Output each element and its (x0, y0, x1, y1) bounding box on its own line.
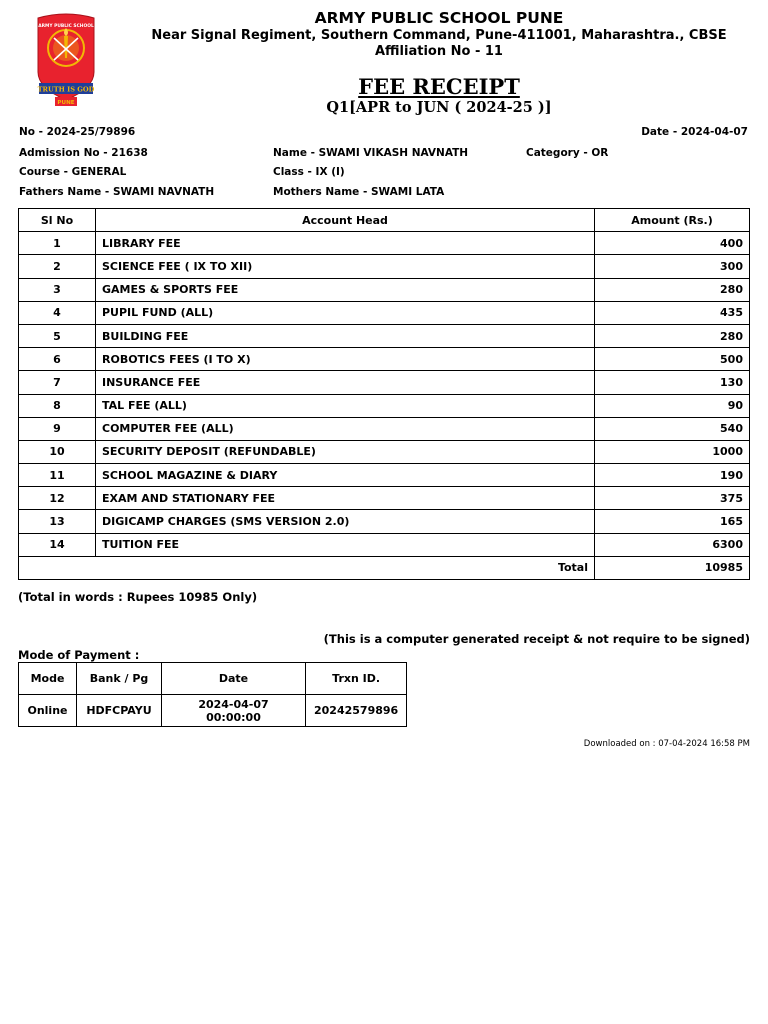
logo-top-text: ARMY PUBLIC SCHOOL (38, 24, 94, 29)
total-amount: 10985 (595, 556, 750, 579)
payment-mode: Online (19, 695, 77, 727)
school-name: ARMY PUBLIC SCHOOL PUNE (314, 9, 564, 27)
table-row (19, 533, 750, 556)
receipt-date: Date - 2024-04-07 (641, 126, 748, 138)
table-row (19, 695, 407, 727)
fee-sl: 5 (19, 324, 96, 347)
fee-sl: 9 (19, 417, 96, 440)
fee-head: TUITION FEE (96, 533, 595, 556)
fee-amount: 540 (595, 417, 750, 440)
column-amount: Amount (Rs.) (595, 209, 750, 232)
receipt-header (0, 0, 768, 120)
column-mode: Mode (19, 663, 77, 695)
fee-amount: 500 (595, 348, 750, 371)
table-row (19, 371, 750, 394)
logo-city: PUNE (57, 100, 75, 106)
fee-head: PUPIL FUND (ALL) (96, 301, 595, 324)
fee-amount: 280 (595, 278, 750, 301)
column-account-head: Account Head (96, 209, 595, 232)
fee-head: TAL FEE (ALL) (96, 394, 595, 417)
fee-head: DIGICAMP CHARGES (SMS VERSION 2.0) (96, 510, 595, 533)
payment-table (18, 662, 407, 727)
fee-sl: 8 (19, 394, 96, 417)
fee-sl: 7 (19, 371, 96, 394)
fee-head: ROBOTICS FEES (I TO X) (96, 348, 595, 371)
fee-amount: 280 (595, 324, 750, 347)
table-row (19, 324, 750, 347)
table-row (19, 464, 750, 487)
fee-sl: 13 (19, 510, 96, 533)
fee-sl: 4 (19, 301, 96, 324)
total-label: Total (19, 556, 595, 579)
fee-sl: 6 (19, 348, 96, 371)
school-address: Near Signal Regiment, Southern Command, Pune-411001, Maharashtra., CBSE (151, 28, 727, 43)
course: Course - GENERAL (19, 166, 127, 178)
fathers-name: Fathers Name - SWAMI NAVNATH (19, 186, 215, 198)
fee-sl: 12 (19, 487, 96, 510)
fee-sl: 14 (19, 533, 96, 556)
table-row (19, 255, 750, 278)
fee-sl: 10 (19, 440, 96, 463)
payment-bank: HDFCPAYU (77, 695, 162, 727)
payment-date: 2024-04-07 00:00:00 (162, 695, 306, 727)
logo-motto: TRUTH IS GOD (37, 85, 95, 94)
fee-sl: 2 (19, 255, 96, 278)
fee-amount: 190 (595, 464, 750, 487)
affiliation-number: Affiliation No - 11 (375, 44, 503, 59)
fee-sl: 3 (19, 278, 96, 301)
table-row (19, 510, 750, 533)
fee-amount: 1000 (595, 440, 750, 463)
fee-head: SCHOOL MAGAZINE & DIARY (96, 464, 595, 487)
mothers-name: Mothers Name - SWAMI LATA (273, 186, 445, 198)
column-trxn-id: Trxn ID. (306, 663, 407, 695)
fee-amount: 400 (595, 232, 750, 255)
table-row (19, 278, 750, 301)
student-class: Class - IX (I) (273, 166, 345, 178)
fee-amount: 435 (595, 301, 750, 324)
table-row (19, 440, 750, 463)
fee-head: INSURANCE FEE (96, 371, 595, 394)
school-logo-icon (33, 8, 99, 112)
fee-head: LIBRARY FEE (96, 232, 595, 255)
mode-of-payment-title: Mode of Payment : (18, 648, 140, 662)
quarter-period: Q1[APR to JUN ( 2024-25 )] (326, 99, 552, 116)
fee-amount: 130 (595, 371, 750, 394)
fee-sl: 1 (19, 232, 96, 255)
fee-head: BUILDING FEE (96, 324, 595, 347)
admission-number: Admission No - 21638 (19, 147, 148, 159)
table-row (19, 301, 750, 324)
total-row (19, 556, 750, 579)
fee-table (18, 208, 750, 580)
table-row (19, 487, 750, 510)
table-row (19, 348, 750, 371)
table-row (19, 394, 750, 417)
fee-amount: 375 (595, 487, 750, 510)
fee-head: GAMES & SPORTS FEE (96, 278, 595, 301)
payment-table-header (19, 663, 407, 695)
computer-generated-note: (This is a computer generated receipt & not require to be signed) (323, 632, 750, 646)
fee-sl: 11 (19, 464, 96, 487)
fee-table-header (19, 209, 750, 232)
fee-head: COMPUTER FEE (ALL) (96, 417, 595, 440)
fee-head: SECURITY DEPOSIT (REFUNDABLE) (96, 440, 595, 463)
table-row (19, 232, 750, 255)
student-name: Name - SWAMI VIKASH NAVNATH (273, 147, 469, 159)
fee-amount: 90 (595, 394, 750, 417)
fee-head: SCIENCE FEE ( IX TO XII) (96, 255, 595, 278)
fee-amount: 6300 (595, 533, 750, 556)
total-in-words: (Total in words : Rupees 10985 Only) (18, 590, 258, 604)
fee-amount: 300 (595, 255, 750, 278)
table-row (19, 417, 750, 440)
column-bank: Bank / Pg (77, 663, 162, 695)
fee-head: EXAM AND STATIONARY FEE (96, 487, 595, 510)
column-sl-no: Sl No (19, 209, 96, 232)
downloaded-timestamp: Downloaded on : 07-04-2024 16:58 PM (583, 739, 750, 749)
student-category: Category - OR (526, 147, 609, 159)
receipt-number: No - 2024-25/79896 (19, 126, 136, 138)
payment-trxn-id: 20242579896 (306, 695, 407, 727)
column-date: Date (162, 663, 306, 695)
receipt-title: FEE RECEIPT (358, 74, 520, 99)
fee-amount: 165 (595, 510, 750, 533)
